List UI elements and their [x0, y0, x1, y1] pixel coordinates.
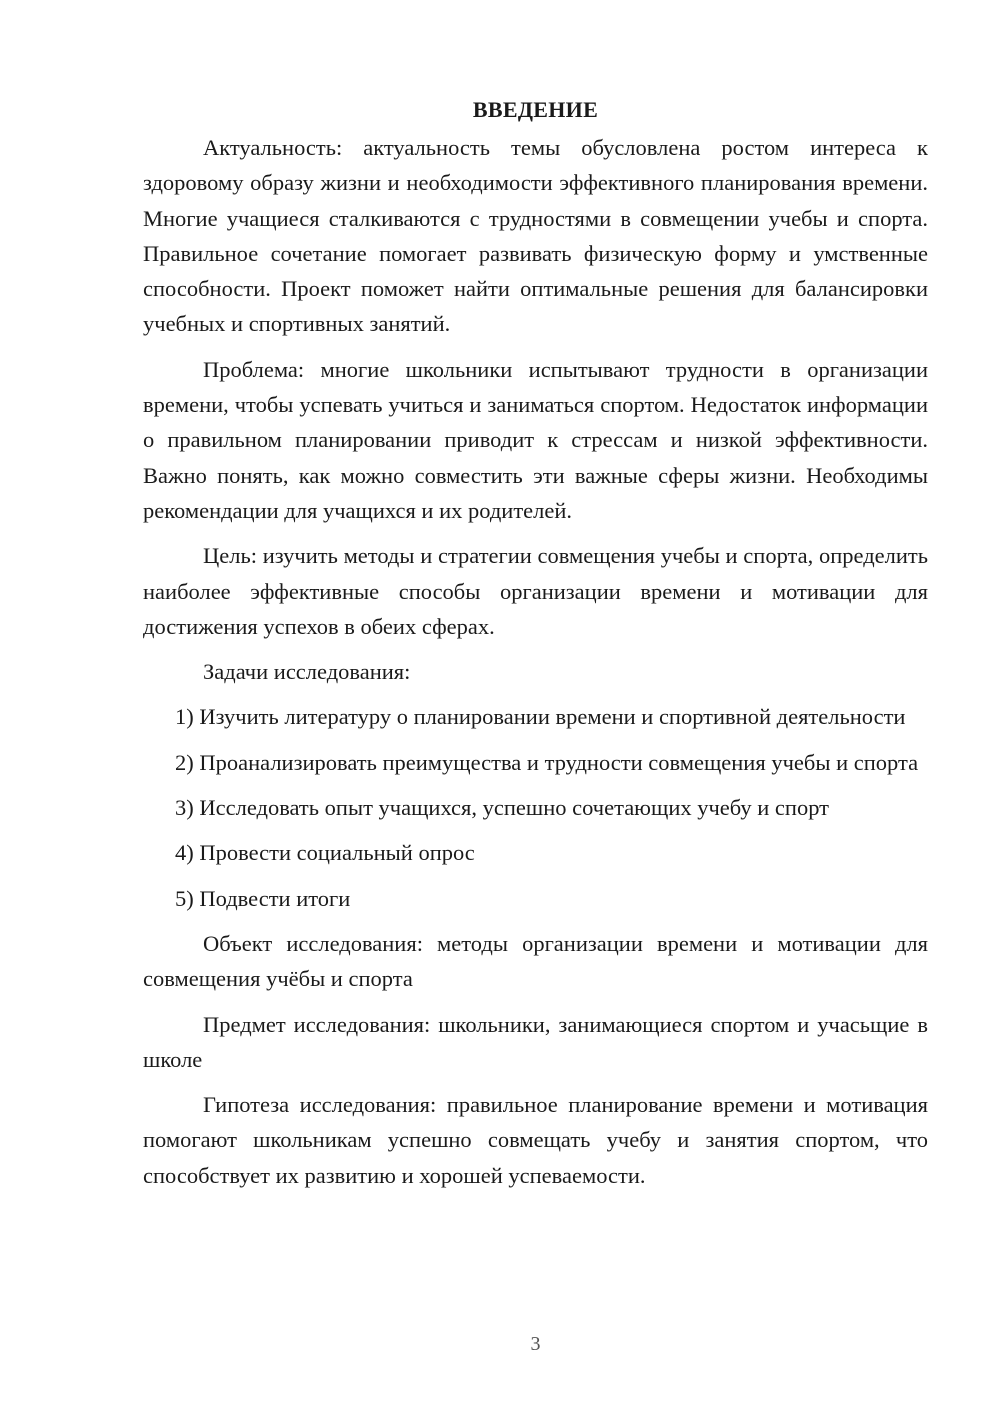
paragraph-subject: Предмет исследования: школьники, занимающиеся спортом и учасьщие в школе: [143, 1011, 928, 1072]
list-item: 2) Проанализировать преимущества и трудности совмещения учебы и спорта: [175, 749, 919, 775]
list-item: 4) Провести социальный опрос: [175, 840, 475, 866]
page-number: 3: [530, 1333, 541, 1355]
document-page: [143, 90, 928, 1193]
list-item: 5) Подвести итоги: [175, 885, 351, 911]
section-title: ВВЕДЕНИЕ: [472, 97, 599, 122]
paragraph-relevance: Актуальность: актуальность темы обусловлена ростом интереса к здоровому образу жизни и необходимости эффективного планирования времени. Многие учащиеся сталкиваются с трудностями в совмещении учебы и спорта. Правильное сочетание помогает развивать физическую форму и умственные способности. Проект поможет найти оптимальные решения для балансировки учебных и спортивных занятий.: [143, 135, 928, 337]
tasks-list: [143, 699, 928, 915]
paragraph-hypothesis: Гипотеза исследования: правильное планирование времени и мотивация помогают школьникам успешно совмещать учебу и занятия спортом, что способствует их развитию и хорошей успеваемости.: [143, 1092, 928, 1188]
list-item: 1) Изучить литературу о планировании времени и спортивной деятельности: [175, 704, 906, 730]
paragraph-object: Объект исследования: методы организации времени и мотивации для совмещения учёбы и спорта: [143, 930, 928, 992]
list-item: 3) Исследовать опыт учащихся, успешно сочетающих учебу и спорт: [175, 795, 829, 821]
tasks-heading: Задачи исследования:: [203, 659, 411, 685]
paragraph-problem: Проблема: многие школьники испытывают трудности в организации времени, чтобы успевать учиться и заниматься спортом. Недостаток информации о правильном планировании приводит к стрессам и низкой эффективности. Важно понять, как можно совместить эти важные сферы жизни. Необходимы рекомендации для учащихся и их родителей.: [143, 356, 928, 523]
paragraph-goal: Цель: изучить методы и стратегии совмещения учебы и спорта, определить наиболее эффективные способы организации времени и мотивации для достижения успехов в обеих сферах.: [143, 543, 928, 639]
